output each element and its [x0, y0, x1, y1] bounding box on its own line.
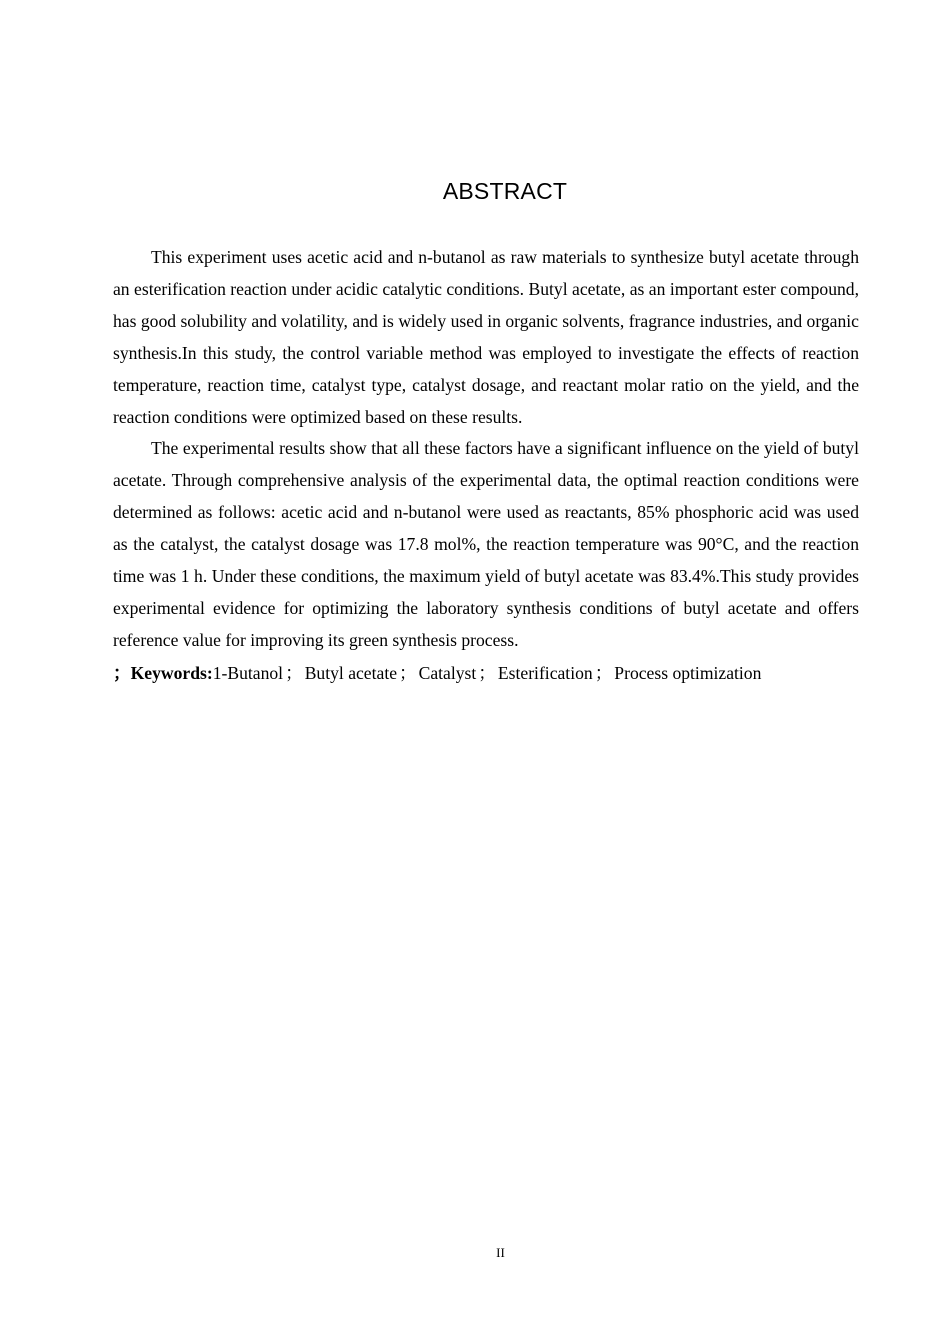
abstract-paragraph-1: This experiment uses acetic acid and n-butanol as raw materials to synthesize butyl acetate through an esterification reaction under acidic catalytic conditions. Butyl acetate, as an important ester compound, has good solubility and volatility, and is widely used in organic solvents, fragrance industries, and organic synthesis.In this study, the control variable method was employed to investigate the effects of reaction temperature, reaction time, catalyst type, catalyst dosage, and reactant molar ratio on the yield, and the reaction conditions were optimized based on these results. — [113, 247, 859, 427]
keywords-label: Keywords: — [130, 662, 213, 683]
keyword-separator: ； — [594, 662, 613, 683]
abstract-body — [113, 242, 859, 689]
keyword-item: 1-Butanol — [212, 662, 284, 683]
abstract-paragraph-2: The experimental results show that all these factors have a significant influence on the yield of butyl acetate. Through comprehensive analysis of the experimental data, the optimal reaction conditions were determined as follows: acetic acid and n-butanol were used as reactants, 85% phosphoric acid was used as the catalyst, the catalyst dosage was 17.8 mol%, the reaction temperature was 90°C, and the reaction time was 1 h. Under these conditions, the maximum yield of butyl acetate was 83.4%.This study provides experimental evidence for optimizing the laboratory synthesis conditions of butyl acetate and offers reference value for improving its green synthesis process. — [113, 438, 859, 650]
page-number: II — [496, 1245, 505, 1260]
keyword-item: Process optimization — [614, 662, 762, 683]
abstract-title: ABSTRACT — [442, 178, 568, 204]
keyword-separator: ； — [399, 662, 417, 683]
keyword-item: Catalyst — [418, 662, 477, 683]
keywords-line — [113, 657, 859, 689]
keyword-item: Esterification — [497, 662, 593, 683]
keyword-separator: ； — [478, 662, 496, 683]
keyword-separator: ； — [285, 662, 303, 683]
keyword-item: Butyl acetate — [304, 662, 398, 683]
keywords-lead-mark: ； — [113, 662, 131, 683]
